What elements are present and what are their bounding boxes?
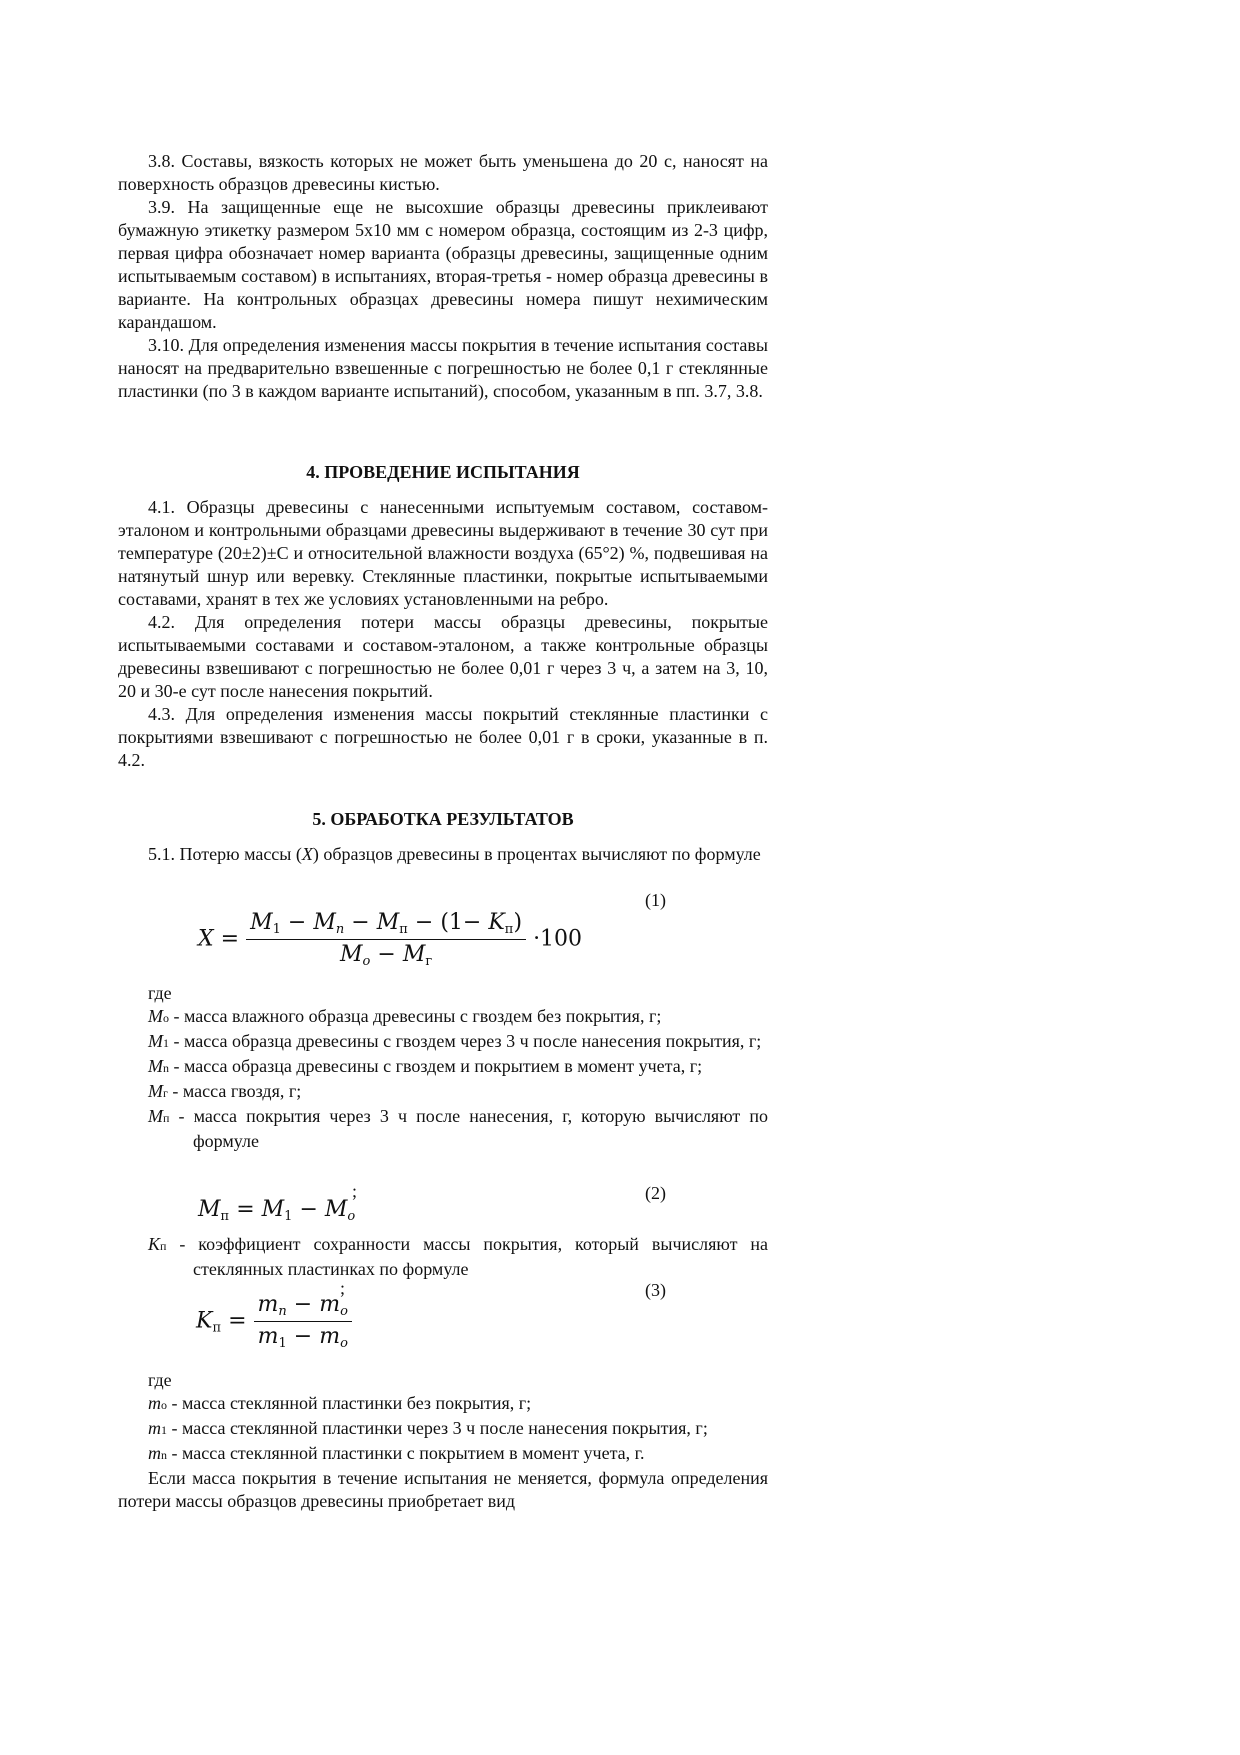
- equation-3-numerator: mn − mo: [254, 1292, 352, 1322]
- equation-3-denominator: m1 − mo: [257, 1324, 348, 1351]
- definition-small-m0: mo - масса стеклянной пластинки без покрытия, г;: [148, 1393, 532, 1413]
- equation-3-fraction: [254, 1292, 352, 1351]
- definitions-block-2: [118, 1233, 768, 1281]
- section-4: [118, 461, 768, 484]
- definition-m0: Mo - масса влажного образца древесины с гвоздем без покрытия, г;: [148, 1006, 662, 1026]
- definition-mp: Mп - масса покрытия через 3 ч после нанесения, г, которую вычисляют по формуле: [148, 1106, 768, 1151]
- paragraph-3-10: 3.10. Для определения изменения массы покрытия в течение испытания составы наносят на предварительно взвешенные с погрешностью не более 0,1 г стеклянные пластинки (по 3 в каждом варианте испытаний), способом, указанным в пп. 3.7, 3.8.: [118, 335, 768, 401]
- section-5: [118, 808, 768, 831]
- paragraph-4-1: 4.1. Образцы древесины с нанесенными испытуемым составом, составом-эталоном и контрольными образцами древесины выдерживают в течение 30 сут при температуре (20±2)±С и относительной влажности воздуха (65°2) %, подвешивая на натянутый шнур или веревку. Стеклянные пластинки, покрытые испытываемыми составами, хранят в тех же условиях установленными на ребро.: [118, 497, 768, 609]
- definition-mn: Mn - масса образца древесины с гвоздем и покрытием в момент учета, г;: [148, 1056, 703, 1076]
- equation-2-semicolon: ;: [352, 1181, 358, 1201]
- final-paragraph: Если масса покрытия в течение испытания не меняется, формула определения потери массы образцов древесины приобретает вид: [118, 1468, 768, 1511]
- equation-3-formula: Kп = $\frac{mn - mo}{m1 - mo}$: [196, 1292, 352, 1351]
- where-label-2: где: [148, 1370, 172, 1390]
- equation-1-formula: X = M1 − Mn − Mп − (1− Kп) Mo − Mг ·100: [198, 910, 583, 969]
- paragraph-5-1: [118, 843, 768, 866]
- paragraph-3-9: 3.9. На защищенные еще не высохшие образцы древесины приклеивают бумажную этикетку размером 5х10 мм с номером образца, состоящим из 2-3 цифр, первая цифра обозначает номер варианта (образцы древесины, защищенные одним испытываемым составом) в испытаниях, вторая-третья - номер образца древесины в варианте. На контрольных образцах древесины номера пишут нехимическим карандашом.: [118, 197, 768, 332]
- equation-1-fraction: [246, 910, 526, 969]
- paragraph-4-2: 4.2. Для определения потери массы образцы древесины, покрытые испытываемыми составами и составом-эталоном, а также контрольные образцы древесины взвешивают с погрешностью не более 0,01 г через 3 ч, а затем на 3, 10, 20 и 30-е сут после нанесения покрытий.: [118, 612, 768, 701]
- equation-2-formula: Mп = M1 − Mo: [198, 1197, 356, 1224]
- section-5-heading: 5. ОБРАБОТКА РЕЗУЛЬТАТОВ: [312, 809, 574, 829]
- definitions-block-1: [118, 982, 768, 1153]
- definition-small-mn: mn - масса стеклянной пластинки с покрытием в момент учета, г.: [148, 1443, 645, 1463]
- equation-1-numerator: M1 − Mn − Mп − (1− Kп): [246, 910, 526, 940]
- equation-3-number: (3): [645, 1280, 666, 1300]
- definition-m1: M1 - масса образца древесины с гвоздем через 3 ч после нанесения покрытия, г;: [148, 1031, 762, 1051]
- var-x: X: [301, 844, 313, 864]
- section-3-continued: [118, 150, 768, 403]
- where-label: где: [148, 983, 172, 1003]
- p5-1-end: ) образцов древесины в процентах вычисляют по формуле: [312, 844, 761, 864]
- equation-2-number: (2): [645, 1183, 666, 1203]
- paragraph-4-3: 4.3. Для определения изменения массы покрытий стеклянные пластинки с покрытиями взвешивают с погрешностью не более 0,01 г в сроки, указанные в п. 4.2.: [118, 704, 768, 770]
- definition-mg: Mг - масса гвоздя, г;: [148, 1081, 302, 1101]
- p5-1-start: 5.1. Потерю массы (: [148, 844, 302, 864]
- definitions-block-3: [118, 1369, 768, 1513]
- definition-small-m1: m1 - масса стеклянной пластинки через 3 ч после нанесения покрытия, г;: [148, 1418, 708, 1438]
- equation-1-number: (1): [645, 890, 666, 910]
- equation-1-denominator: Mo − Mг: [340, 942, 433, 969]
- section-4-body: [118, 496, 768, 772]
- paragraph-3-8: 3.8. Составы, вязкость которых не может быть уменьшена до 20 с, наносят на поверхность образцов древесины кистью.: [118, 151, 768, 194]
- section-4-heading: 4. ПРОВЕДЕНИЕ ИСПЫТАНИЯ: [306, 462, 580, 482]
- definition-kp: Kп - коэффициент сохранности массы покрытия, который вычисляют на стеклянных пластинках по формуле: [148, 1234, 768, 1279]
- equation-3-semicolon: ;: [340, 1278, 346, 1298]
